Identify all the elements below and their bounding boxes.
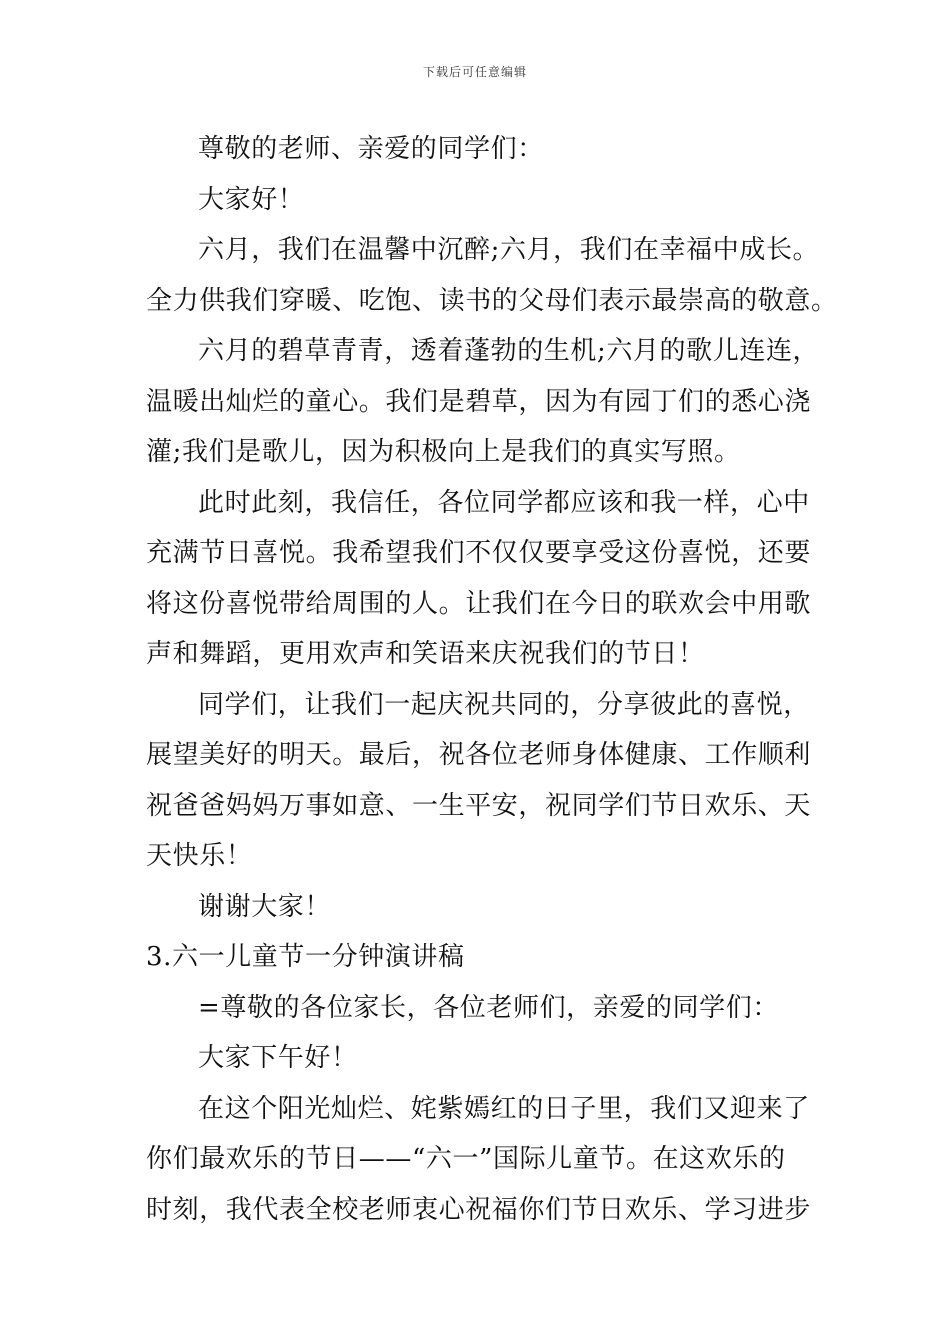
salutation-line: =尊敬的各位家长，各位老师们，亲爱的同学们： bbox=[198, 992, 779, 1023]
paragraph-line: 将这份喜悦带给周围的人。让我们在今日的联欢会中用歌 bbox=[146, 588, 812, 619]
paragraph-line: 全力供我们穿暖、吃饱、读书的父母们表示最崇高的敬意。 bbox=[146, 285, 838, 316]
paragraph-line: 灌;我们是歌儿，因为积极向上是我们的真实写照。 bbox=[146, 437, 741, 467]
paragraph-line: 同学们，让我们一起庆祝共同的，分享彼此的喜悦， bbox=[198, 689, 810, 720]
paragraph-line: 祝爸爸妈妈万事如意、一生平安，祝同学们节日欢乐、天 bbox=[146, 790, 812, 821]
greeting-line: 大家下午好！ bbox=[198, 1043, 358, 1073]
paragraph-line: 展望美好的明天。最后，祝各位老师身体健康、工作顺利 bbox=[146, 740, 812, 770]
header-watermark: 下载后可任意编辑 bbox=[422, 65, 527, 79]
paragraph-line: 此时此刻，我信任，各位同学都应该和我一样，心中 bbox=[198, 487, 810, 518]
closing-line: 谢谢大家！ bbox=[198, 891, 332, 922]
paragraph-line: 天快乐！ bbox=[146, 841, 253, 871]
greeting-line: 大家好！ bbox=[198, 184, 305, 215]
paragraph-line: 声和舞蹈，更用欢声和笑语来庆祝我们的节日！ bbox=[146, 639, 705, 669]
paragraph-line: 你们最欢乐的节日——“六一”国际儿童节。在这欢乐的 bbox=[146, 1144, 786, 1174]
paragraph-line: 六月，我们在温馨中沉醉;六月，我们在幸福中成长。 bbox=[198, 235, 820, 265]
salutation-line: 尊敬的老师、亲爱的同学们： bbox=[198, 134, 544, 164]
paragraph-line: 六月的碧草青青，透着蓬勃的生机;六月的歌儿连连， bbox=[198, 336, 820, 366]
paragraph-line: 温暖出灿烂的童心。我们是碧草，因为有园丁们的悉心浇 bbox=[146, 386, 812, 417]
section-heading: 3.六一儿童节一分钟演讲稿 bbox=[146, 942, 465, 972]
paragraph-line: 在这个阳光灿烂、姹紫嫣红的日子里，我们又迎来了 bbox=[198, 1093, 810, 1124]
paragraph-line: 充满节日喜悦。我希望我们不仅仅要享受这份喜悦，还要 bbox=[146, 538, 812, 568]
document-body bbox=[146, 124, 838, 1235]
paragraph-line: 时刻，我代表全校老师衷心祝福你们节日欢乐、学习进步 bbox=[146, 1194, 812, 1225]
